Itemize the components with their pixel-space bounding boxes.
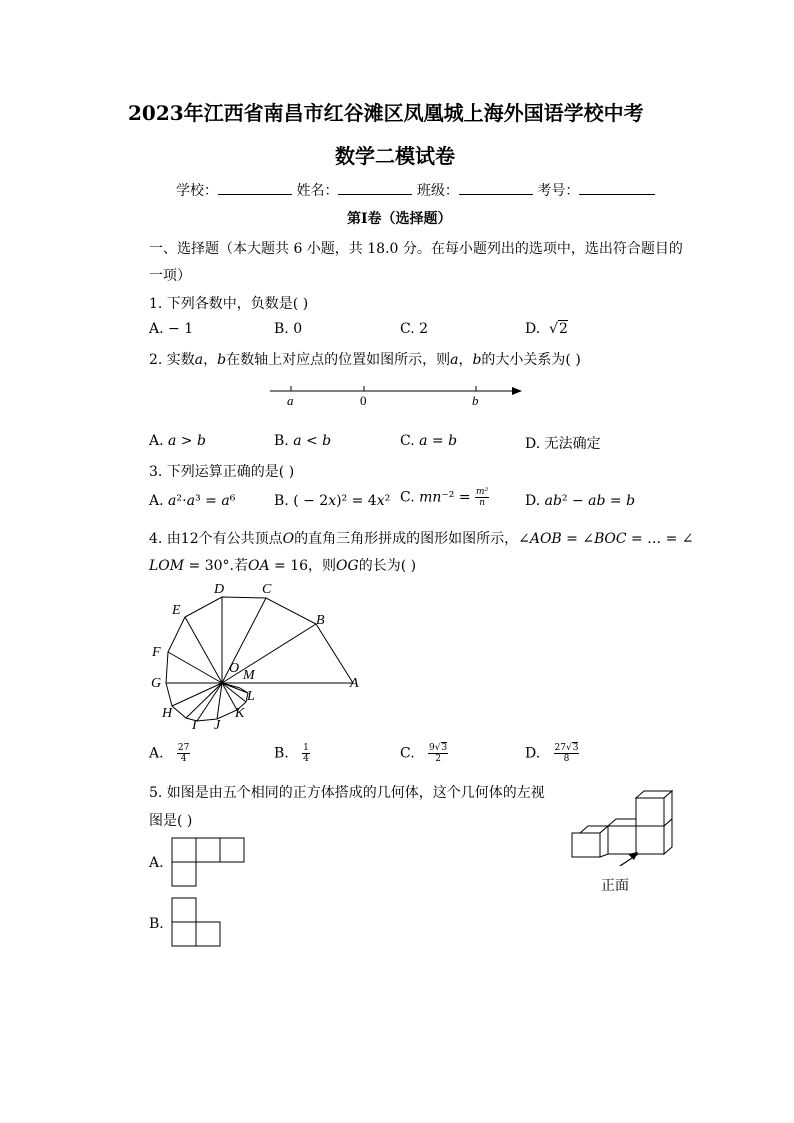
cube-top-front bbox=[636, 798, 664, 826]
q3-option-b[interactable]: B. ( − 2𝑥)² = 4𝑥² bbox=[274, 493, 391, 509]
spoke-oi bbox=[186, 683, 222, 718]
spoke-op bbox=[222, 683, 240, 688]
number-line-arrow bbox=[512, 387, 522, 395]
cube-right-front bbox=[636, 826, 664, 854]
q4-c-fraction bbox=[428, 743, 448, 764]
q4-option-a[interactable] bbox=[149, 743, 190, 764]
section1-header-line1: 一、选择题（本大题共 6 小题，共 18.0 分。在每小题列出的选项中，选出符合题目的 bbox=[149, 241, 683, 257]
q4-option-c[interactable] bbox=[400, 743, 448, 764]
q1-option-b[interactable]: B. 0 bbox=[274, 321, 303, 337]
q4-d-label: D. bbox=[525, 745, 541, 762]
q4-b-fraction bbox=[302, 743, 310, 764]
q5-option-b-label[interactable]: B. bbox=[149, 916, 164, 932]
class-label: 班级： bbox=[416, 183, 459, 199]
q4-a-fraction bbox=[177, 743, 190, 764]
school-label: 学校： bbox=[176, 183, 218, 199]
q3-option-d[interactable]: D. 𝑎𝑏² − 𝑎𝑏 = 𝑏 bbox=[525, 493, 636, 509]
axis-label-a: a bbox=[287, 393, 294, 408]
q4-c-coef: 9 bbox=[429, 743, 435, 753]
q1-option-d[interactable] bbox=[525, 321, 568, 337]
q5-stem-line1: 5. 如图是由五个相同的正方体搭成的几何体，这个几何体的左视 bbox=[149, 785, 545, 801]
axis-label-0: 0 bbox=[360, 393, 367, 408]
class-blank[interactable] bbox=[459, 182, 533, 195]
vertex-label-a: A bbox=[350, 676, 359, 691]
cube-solid-figure bbox=[568, 786, 680, 866]
vertex-label-k: K bbox=[235, 706, 245, 721]
q5-stem-line2: 图是( ) bbox=[149, 813, 193, 829]
spoke-of bbox=[168, 652, 222, 683]
q2-option-a[interactable]: A. 𝑎 > 𝑏 bbox=[149, 433, 206, 449]
q3-stem: 3. 下列运算正确的是( ) bbox=[149, 464, 295, 480]
spoke-oh bbox=[172, 683, 222, 706]
exam-title-line2: 数学二模试卷 bbox=[335, 144, 455, 168]
cube-mid-top-face bbox=[608, 819, 636, 826]
cube-mid-front bbox=[608, 826, 636, 854]
q4-d-numerator bbox=[554, 743, 580, 754]
axis-label-b: b bbox=[472, 393, 479, 408]
volume-title: 第I卷（选择题） bbox=[347, 211, 452, 227]
q4-c-numerator bbox=[428, 743, 448, 754]
school-blank[interactable] bbox=[218, 182, 292, 195]
q4-c-label: C. bbox=[400, 745, 415, 762]
spoke-om bbox=[222, 683, 246, 702]
q3-option-a[interactable]: A. 𝑎²⋅𝑎³ = 𝑎⁶ bbox=[149, 493, 236, 509]
q3-c-numerator: m² bbox=[476, 487, 489, 497]
q4-b-numerator: 1 bbox=[303, 743, 309, 753]
q3-c-fraction bbox=[475, 487, 489, 508]
sqrt-symbol: √ bbox=[434, 743, 441, 753]
vertex-label-d: D bbox=[214, 582, 225, 597]
view-square bbox=[196, 922, 220, 946]
vertex-label-j: J bbox=[214, 718, 221, 733]
q4-b-label: B. bbox=[274, 745, 289, 762]
q2-option-d[interactable]: D. 无法确定 bbox=[525, 436, 601, 452]
q3-c-denominator: n bbox=[479, 498, 486, 508]
vertex-label-c: C bbox=[262, 582, 272, 597]
vertex-label-h: H bbox=[162, 706, 173, 721]
view-square bbox=[172, 922, 196, 946]
sqrt-symbol: √ bbox=[549, 321, 559, 337]
q4-option-d[interactable] bbox=[525, 743, 579, 764]
q4-a-denominator: 4 bbox=[180, 754, 187, 764]
q4-option-b[interactable] bbox=[274, 743, 310, 764]
sqrt-symbol: √ bbox=[566, 743, 572, 753]
view-square bbox=[196, 838, 220, 862]
number-blank[interactable] bbox=[579, 182, 655, 195]
spoke-ok bbox=[217, 683, 222, 719]
q4-d-coef: 27 bbox=[554, 743, 566, 753]
vertex-label-m: M bbox=[243, 668, 255, 683]
q1-option-c[interactable]: C. 2 bbox=[400, 321, 429, 337]
q5-option-b-view[interactable] bbox=[170, 897, 224, 949]
view-square bbox=[172, 838, 196, 862]
q1-stem: 1. 下列各数中，负数是( ) bbox=[149, 296, 309, 312]
q2-option-b[interactable]: B. 𝑎 < 𝑏 bbox=[274, 433, 332, 449]
q2-option-c[interactable]: C. 𝑎 = 𝑏 bbox=[400, 433, 458, 449]
spoke-on bbox=[222, 683, 248, 693]
section1-header-line2: 一项） bbox=[149, 268, 191, 284]
vertex-label-e: E bbox=[172, 603, 181, 618]
info-line bbox=[176, 180, 655, 200]
q4-d-denominator: 8 bbox=[563, 754, 570, 764]
view-square bbox=[220, 838, 244, 862]
spoke-oe bbox=[185, 617, 222, 683]
q5-option-a-label[interactable]: A. bbox=[149, 855, 164, 871]
q4-d-fraction bbox=[554, 743, 580, 764]
q1-option-a[interactable]: A. − 1 bbox=[149, 321, 194, 337]
spoke-oj bbox=[197, 683, 222, 721]
exam-title-line1: 2023年江西省南昌市红谷滩区凤凰城上海外国语学校中考 bbox=[128, 101, 644, 125]
number-label: 考号： bbox=[537, 183, 580, 199]
q4-c-root: 3 bbox=[441, 743, 448, 753]
vertex-label-o: O bbox=[229, 661, 240, 676]
vertex-label-g: G bbox=[151, 676, 162, 691]
sqrt-argument: 2 bbox=[559, 321, 568, 337]
q4-b-denominator: 4 bbox=[303, 754, 309, 764]
name-blank[interactable] bbox=[338, 182, 412, 195]
q4-d-root: 3 bbox=[572, 743, 579, 753]
vertex-label-l: L bbox=[247, 689, 255, 704]
view-square bbox=[172, 898, 196, 922]
q4-a-numerator: 27 bbox=[177, 743, 190, 753]
q1-d-label: D. bbox=[525, 321, 541, 337]
cube-left-front bbox=[572, 833, 600, 857]
q4-stem-line2: 𝐿𝑂𝑀 = 30°.若𝑂𝐴 = 16，则𝑂𝐺的长为( ) bbox=[149, 558, 417, 574]
name-label: 姓名： bbox=[296, 183, 339, 199]
q4-stem-line1: 4. 由12个有公共顶点𝑂的直角三角形拼成的图形如图所示，∠𝐴𝑂𝐵 = ∠𝐵𝑂𝐶 = … = ∠ bbox=[149, 531, 694, 547]
q4-c-denominator: 2 bbox=[435, 754, 441, 764]
q5-option-a-view[interactable] bbox=[170, 837, 248, 889]
number-line-figure bbox=[265, 380, 530, 410]
front-view-label: 正面 bbox=[601, 878, 629, 894]
q2-stem: 2. 实数𝑎，𝑏在数轴上对应点的位置如图所示，则𝑎，𝑏的大小关系为( ) bbox=[149, 352, 581, 368]
q4-a-label: A. bbox=[149, 745, 164, 762]
q3-option-c[interactable] bbox=[400, 487, 489, 508]
vertex-label-f: F bbox=[152, 645, 161, 660]
view-square bbox=[172, 862, 196, 886]
q3-c-prefix: C. 𝑚𝑛⁻² = bbox=[400, 489, 471, 506]
vertex-label-b: B bbox=[316, 613, 325, 628]
vertex-label-i: I bbox=[192, 718, 197, 733]
